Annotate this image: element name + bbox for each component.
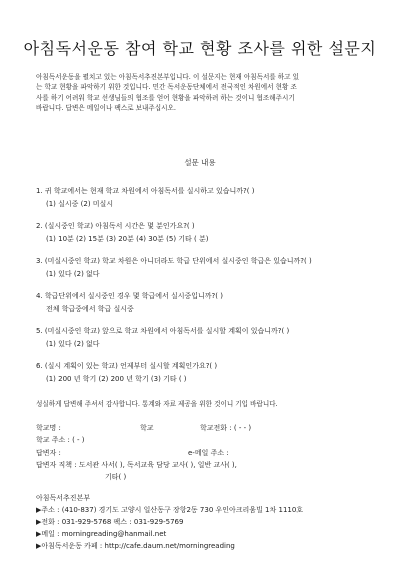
answer-options-6: (1) 200 년 학기 (2) 200 년 학기 (3) 기타 ( ) [46, 375, 187, 383]
other-role-label: 기타( ) [105, 473, 127, 481]
respondent-label: 답변자 : [36, 449, 61, 457]
page-title: 아침독서운동 참여 학교 현황 조사를 위한 설문지 [23, 39, 377, 58]
school-name-label: 학교명 : [36, 424, 61, 432]
intro-paragraph [36, 72, 366, 114]
intro-line: 바랍니다. 답변은 메일이나 팩스로 보내주십시오. [36, 104, 176, 113]
email-label: e-메일 주소 : [188, 449, 229, 457]
question-4: 4. 학급단위에서 실시중인 경우 몇 학급에서 실시중입니까?( ) [36, 292, 223, 300]
footer-email: ▶메일 : morningreading@hanmail.net [36, 530, 167, 538]
school-phone-label: 학교전화 : ( - - ) [200, 424, 252, 432]
question-1: 1. 귀 학교에서는 현재 학교 차원에서 아침독서를 실시하고 있습니까?( ) [36, 187, 255, 195]
school-suffix: 학교 [140, 424, 154, 432]
answer-options-2: (1) 10분 (2) 15분 (3) 20분 (4) 30분 (5) 기타 ( 분) [46, 235, 209, 243]
question-5: 5. (미실시중인 학교) 앞으로 학교 차원에서 아침독서를 실시할 계획이 있습니까?( ) [36, 327, 290, 335]
intro-line: 아침독서운동을 펼치고 있는 아침독서추진본부입니다. 이 설문지는 현재 아침독서를 하고 있 [36, 73, 300, 81]
section-title: 설문 내용 [184, 158, 216, 167]
intro-line: 는 학교 현황을 파악하기 위한 것입니다. 민간 독서운동단체에서 전국적인 차원에서 현황 조 [36, 83, 297, 92]
footer-phone: ▶전화 : 031-929-5768 팩스 : 031-929-5769 [36, 518, 184, 526]
answer-options-3: (1) 있다 (2) 없다 [46, 270, 100, 278]
question-6: 6. (실시 계획이 있는 학교) 언제부터 실시할 계획인가요?( ) [36, 362, 218, 370]
school-address-label: 학교 주소 : ( - ) [36, 436, 85, 444]
closing-text: 성실하게 답변해 주셔서 감사합니다. 통계와 자료 제공을 위한 것이니 기입 바랍니다. [36, 400, 278, 408]
answer-options-5: (1) 있다 (2) 없다 [46, 340, 100, 348]
footer-address: ▶주소 : (410-837) 경기도 고양시 일산동구 장항2동 730 우인아크리움빌 1차 1110호 [36, 506, 304, 514]
footer-org: 아침독서추진본부 [36, 494, 91, 502]
answer-options-4: 전체 학급중에서 학급 실시중 [46, 305, 134, 313]
question-2: 2. (실시중인 학교) 아침독서 시간은 몇 분인가요?( ) [36, 222, 195, 230]
answer-options-1: (1) 실시중 (2) 미실시 [46, 200, 114, 208]
respondent-role-label: 답변자 직책 : 도서관 사서( ), 독서교육 담당 교사( ), 일반 교사( ), [36, 461, 237, 469]
intro-line: 사를 하기 어려워 학교 선생님들의 협조를 얻어 현황을 파악하려 하는 것이니 협조해주시기 [36, 93, 295, 102]
footer-cafe: ▶아침독서운동 카페 : http://cafe.daum.net/morningreading [36, 542, 235, 550]
question-3: 3. (미실시중인 학교) 학교 차원은 아니더라도 학급 단위에서 실시중인 학급은 있습니까?( ) [36, 257, 312, 265]
